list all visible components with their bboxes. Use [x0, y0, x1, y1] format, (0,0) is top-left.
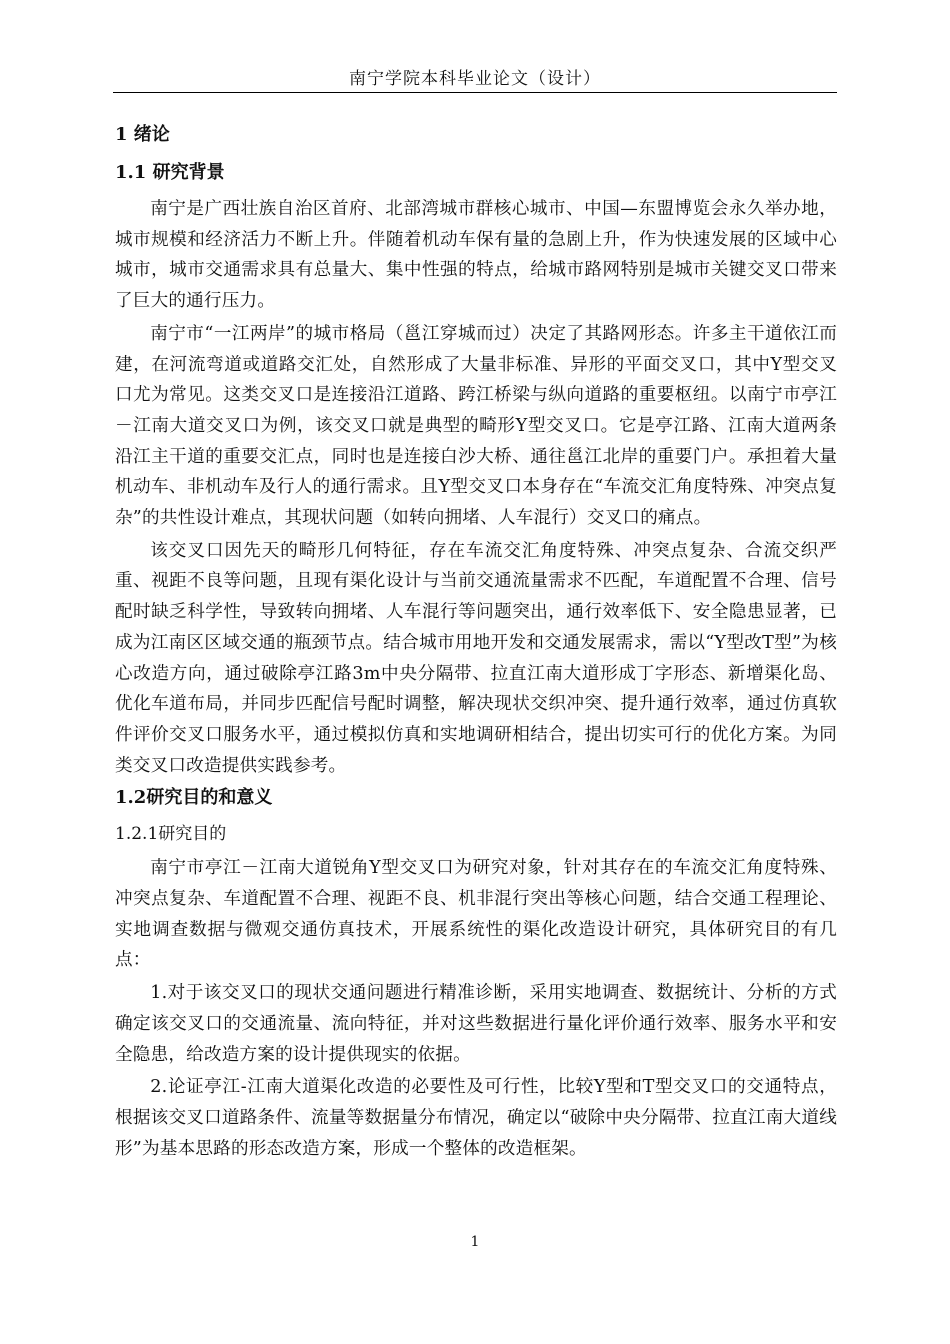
- paragraph-3: 该交叉口因先天的畸形几何特征，存在车流交汇角度特殊、冲突点复杂、合流交织严重、视距不良等问题，且现有渠化设计与当前交通流量需求不匹配，车道配置不合理、信号配时缺乏科学性，导致转向拥堵、人车混行等问题突出，通行效率低下、安全隐患显著，已成为江南区区域交通的瓶颈节点。结合城市用地开发和交通发展需求，需以“Y型改T型”为核心改造方向，通过破除亭江路3m中央分隔带、拉直江南大道形成丁字形态、新增渠化岛、优化车道布局，并同步匹配信号配时调整，解决现状交织冲突、提升通行效率，通过仿真软件评价交叉口服务水平，通过模拟仿真和实地调研相结合，提出切实可行的优化方案。为同类交叉口改造提供实践参考。: [115, 540, 837, 776]
- header-rule: [113, 92, 837, 93]
- paragraph-2: 南宁市“一江两岸”的城市格局（邕江穿城而过）决定了其路网形态。许多主干道依江而建，在河流弯道或道路交汇处，自然形成了大量非标准、异形的平面交叉口，其中Y型交叉口尤为常见。这类交叉口是连接沿江道路、跨江桥梁与纵向道路的重要枢纽。以南宁市亭江－江南大道交叉口为例，该交叉口就是典型的畸形Y型交叉口。它是亭江路、江南大道两条沿江主干道的重要交汇点，同时也是连接白沙大桥、通往邕江北岸的重要门户。承担着大量机动车、非机动车及行人的通行需求。且Y型交叉口本身存在“车流交汇角度特殊、冲突点复杂”的共性设计难点，其现状问题（如转向拥堵、人车混行）交叉口的痛点。: [115, 323, 837, 529]
- section-heading-purpose: 1.2研究目的和意义: [115, 787, 273, 809]
- page-number: 1: [470, 1234, 480, 1250]
- paragraph-1: 南宁是广西壮族自治区首府、北部湾城市群核心城市、中国—东盟博览会永久举办地，城市规模和经济活力不断上升。伴随着机动车保有量的急剧上升，作为快速发展的区域中心城市，城市交通需求具有总量大、集中性强的特点，给城市路网特别是城市关键交叉口带来了巨大的通行压力。: [115, 199, 837, 312]
- subsection-heading-purpose: 1.2.1研究目的: [115, 824, 227, 845]
- paragraph-5: 1.对于该交叉口的现状交通问题进行精准诊断，采用实地调查、数据统计、分析的方式确定该交叉口的交通流量、流向特征，并对这些数据进行量化评价通行效率、服务水平和安全隐患，给改造方案的设计提供现实的依据。: [115, 983, 837, 1065]
- paragraph-6: 2.论证亭江-江南大道渠化改造的必要性及可行性，比较Y型和T型交叉口的交通特点，根据该交叉口道路条件、流量等数据量分布情况，确定以“破除中央分隔带、拉直江南大道线形”为基本思路的形态改造方案，形成一个整体的改造框架。: [115, 1077, 837, 1159]
- running-header: 南宁学院本科毕业论文（设计）: [349, 69, 601, 89]
- document-body: [115, 120, 837, 1166]
- chapter-heading: 1 绪论: [115, 124, 170, 145]
- paragraph-4: 南宁市亭江－江南大道锐角Y型交叉口为研究对象，针对其存在的车流交汇角度特殊、冲突点复杂、车道配置不合理、视距不良、机非混行突出等核心问题，结合交通工程理论、实地调查数据与微观交通仿真技术，开展系统性的渠化改造设计研究，具体研究目的有几点：: [115, 858, 837, 971]
- section-heading-background: 1.1 研究背景: [115, 162, 225, 183]
